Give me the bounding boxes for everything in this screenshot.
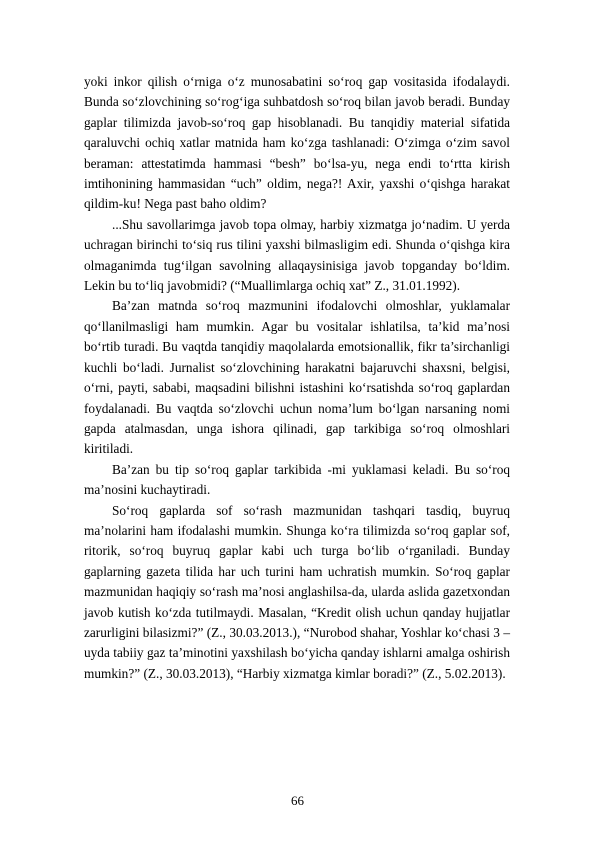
page-number: 66 [291, 793, 304, 808]
paragraph-question-pronouns: Ba’zan matnda so‘roq mazmunini ifodalovchi olmoshlar, yuklamalar qo‘llanilmasligi ham mumkin. Agar bu vositalar ishlatilsa, ta’kid ma’nosi bo‘rtib turadi. Bu vaqtda tanqidiy maqolalarda emotsionallik, fikr ta’sirchanligi kuchli bo‘ladi. Jurnalist so‘zlovchining harakatni bajaruvchi shaxsni, belgisi, o‘rni, payti, sababi, maqsadini bilishni istashini ko‘rsatishda so‘roq gaplardan foydalanadi. Bu vaqtda so‘zlovchi uchun noma’lum bo‘lgan narsaning nomi gapda atalmasdan, unga ishora qilinadi, gap tarkibiga so‘roq olmoshlari kiritiladi. [84, 298, 510, 457]
paragraph-mi-particle: Ba’zan bu tip so‘roq gaplar tarkibida -mi yuklamasi keladi. Bu so‘roq ma’nosini kuchaytiradi. [84, 461, 510, 498]
paragraph-continuation: yoki inkor qilish o‘rniga o‘z munosabatini so‘roq gap vositasida ifodalaydi. Bunda so‘zlovchining so‘rog‘iga suhbatdosh so‘roq bilan javob beradi. Bunday gaplar tilimizda javob-so‘roq gap hisoblanadi. Bu tanqidiy material sifatida qaraluvchi ochiq xatlar matnida ham ko‘zga tashlanadi: O‘zimga o‘zim savol beraman: attestatimda hammasi “besh” bo‘lsa-yu, nega endi to‘rtta kirish imtihonining hammasidan “uch” oldim, nega?! Axir, yaxshi o‘qishga harakat qildim-ku! Nega past baho oldim? [84, 74, 510, 212]
paragraph-quote-continuation: ...Shu savollarimga javob topa olmay, harbiy xizmatga jo‘nadim. U yerda uchragan birinchi to‘siq rus tilini yaxshi bilmasligim edi. Shunda o‘qishga kira olmaganimda tug‘ilgan savolning allaqaysinisiga javob topganday bo‘ldim. Lekin bu to‘liq javobmidi? (“Muallimlarga ochiq xat” Z., 31.01.1992). [84, 216, 510, 294]
body-text [84, 72, 510, 684]
paragraph-question-types: So‘roq gaplarda sof so‘rash mazmunidan tashqari tasdiq, buyruq ma’nolarini ham ifodalashi mumkin. Shunga ko‘ra tilimizda so‘roq gaplar sof, ritorik, so‘roq buyruq gaplar kabi uch turga bo‘lib o‘rganiladi. Bunday gaplarning gazeta tilida har uch turini ham uchratish mumkin. So‘roq gaplar mazmunidan haqiqiy so‘rash ma’nosi anglashilsa-da, ularda aslida gazetxondan javob kutish ko‘zda tutilmaydi. Masalan, “Kredit olish uchun qanday hujjatlar zarurligini bilasizmi?” (Z., 30.03.2013.), “Nurobod shahar, Yoshlar ko‘chasi 3 –uyda tabiiy gaz ta’minotini yaxshilash bo‘yicha qanday ishlarni amalga oshirish mumkin?” (Z., 30.03.2013), “Harbiy xizmatga kimlar boradi?” (Z., 5.02.2013). [84, 502, 510, 681]
